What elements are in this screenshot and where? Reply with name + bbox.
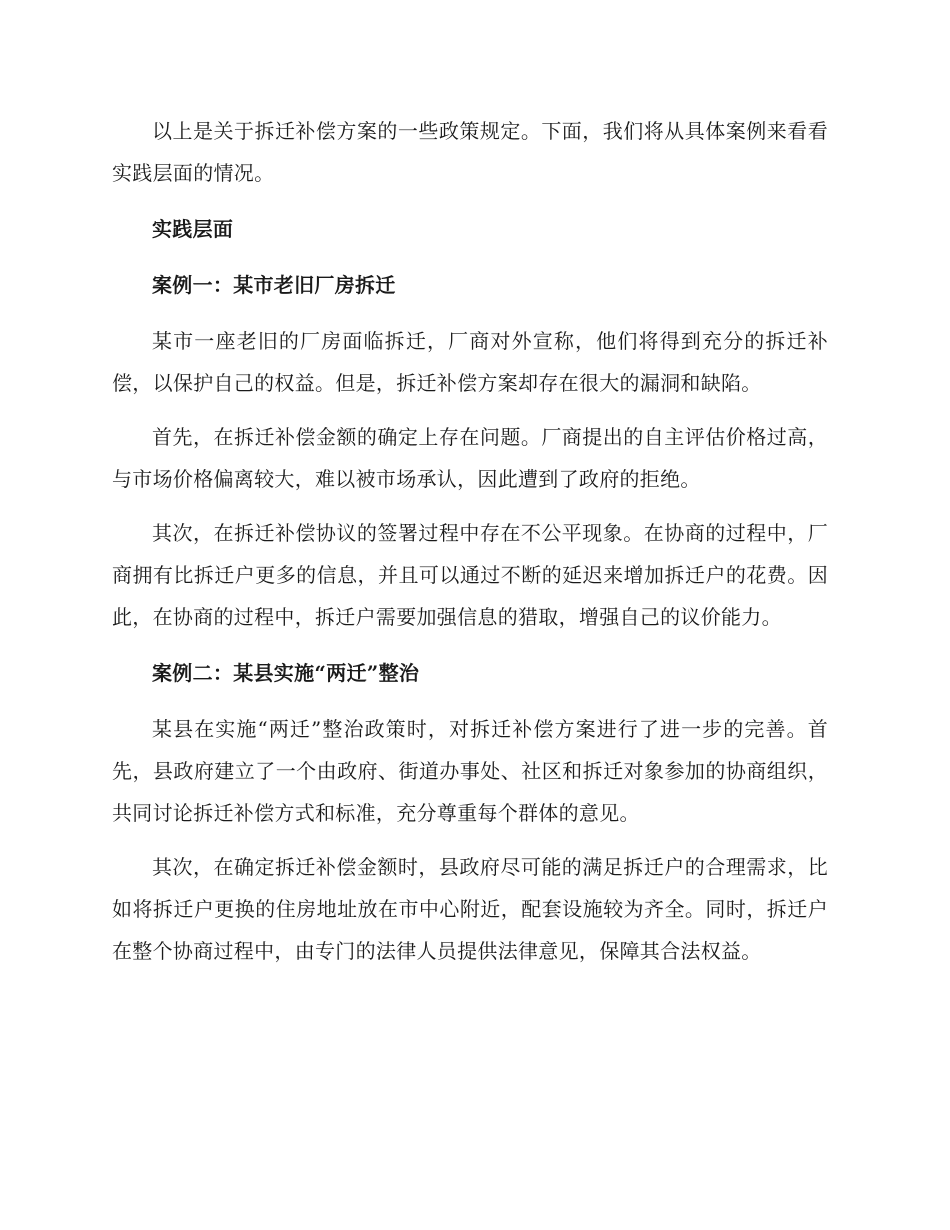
case1-paragraph-2: 首先，在拆迁补偿金额的确定上存在问题。厂商提出的自主评估价格过高，与市场价格偏离较大，难以被市场承认，因此遭到了政府的拒绝。 [112,425,828,491]
case1-heading: 案例一：某市老旧厂房拆迁 [152,273,396,297]
section-heading: 实践层面 [152,217,234,241]
intro-paragraph: 以上是关于拆迁补偿方案的一些政策规定。下面，我们将从具体案例来看看实践层面的情况。 [112,119,828,185]
case2-heading: 案例二：某县实施“两迁”整治 [152,661,420,685]
document-body [112,110,828,972]
case2-paragraph-1: 某县在实施“两迁”整治政策时，对拆迁补偿方案进行了进一步的完善。首先，县政府建立了一个由政府、街道办事处、社区和拆迁对象参加的协商组织，共同讨论拆迁补偿方式和标准，充分尊重每个群体的意见。 [112,717,828,825]
case1-paragraph-3: 其次，在拆迁补偿协议的签署过程中存在不公平现象。在协商的过程中，厂商拥有比拆迁户更多的信息，并且可以通过不断的延迟来增加拆迁户的花费。因此，在协商的过程中，拆迁户需要加强信息的猎取，增强自己的议价能力。 [112,521,828,629]
case1-paragraph-1: 某市一座老旧的厂房面临拆迁，厂商对外宣称，他们将得到充分的拆迁补偿，以保护自己的权益。但是，拆迁补偿方案却存在很大的漏洞和缺陷。 [112,329,828,395]
case2-paragraph-2: 其次，在确定拆迁补偿金额时，县政府尽可能的满足拆迁户的合理需求，比如将拆迁户更换的住房地址放在市中心附近，配套设施较为齐全。同时，拆迁户在整个协商过程中，由专门的法律人员提供法律意见，保障其合法权益。 [112,855,828,963]
